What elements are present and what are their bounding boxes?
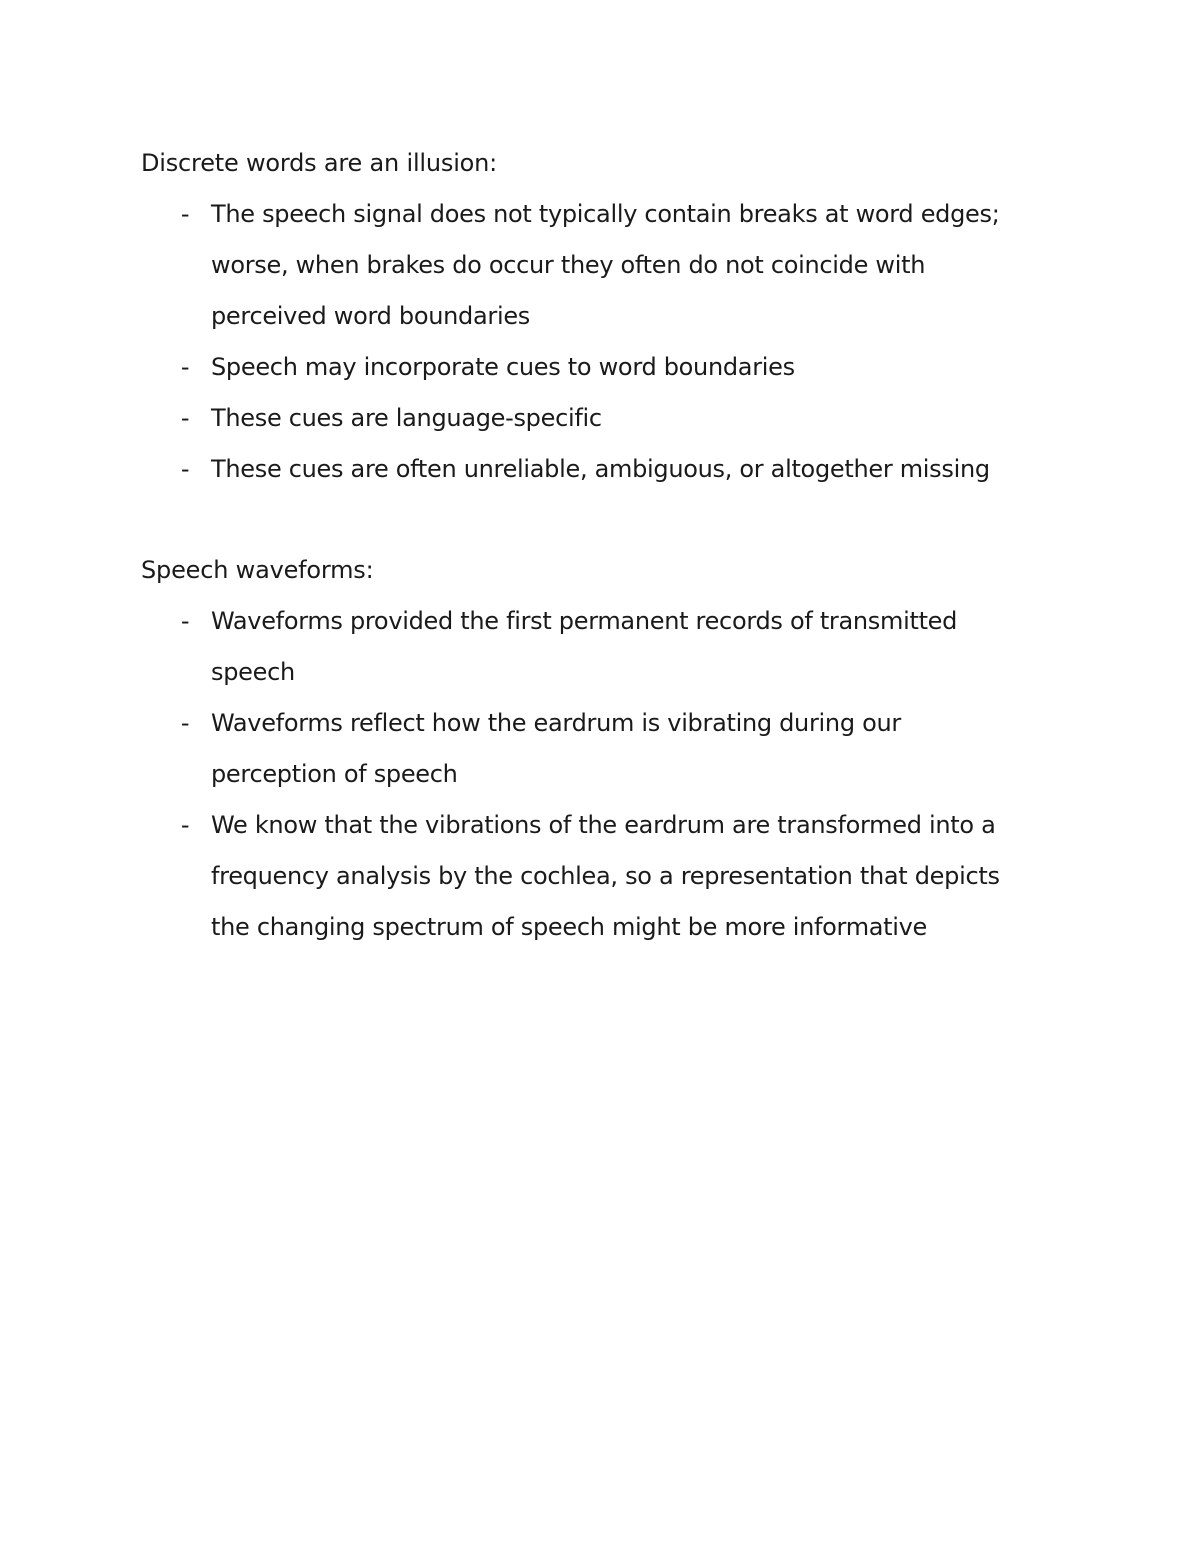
section-speech-waveforms	[141, 545, 1081, 953]
bullet-item	[141, 698, 1081, 800]
bullet-line: perceived word boundaries	[211, 302, 531, 330]
bullet-line: Speech may incorporate cues to word boundaries	[211, 353, 795, 381]
section-heading: Discrete words are an illusion:	[141, 149, 498, 177]
bullet-item	[141, 393, 1081, 444]
bullet-line: worse, when brakes do occur they often do not coincide with	[211, 251, 926, 279]
bullet-item	[141, 342, 1081, 393]
bullet-line: These cues are language-specific	[211, 404, 602, 432]
dash-marker: -	[180, 404, 190, 432]
dash-marker: -	[180, 709, 190, 737]
bullet-item	[141, 596, 1081, 698]
dash-marker: -	[180, 353, 190, 381]
section-discrete-words	[141, 138, 1081, 495]
bullet-list	[141, 596, 1081, 953]
bullet-line: We know that the vibrations of the eardrum are transformed into a	[211, 811, 996, 839]
bullet-line: Waveforms reflect how the eardrum is vibrating during our	[211, 709, 901, 737]
bullet-list	[141, 189, 1081, 495]
dash-marker: -	[180, 811, 190, 839]
bullet-line: These cues are often unreliable, ambiguous, or altogether missing	[211, 455, 990, 483]
bullet-line: the changing spectrum of speech might be more informative	[211, 913, 928, 941]
document-content	[141, 138, 1081, 1003]
bullet-item	[141, 444, 1081, 495]
bullet-line: frequency analysis by the cochlea, so a representation that depicts	[211, 862, 1000, 890]
bullet-line: The speech signal does not typically contain breaks at word edges;	[211, 200, 1000, 228]
dash-marker: -	[180, 607, 190, 635]
bullet-item	[141, 189, 1081, 342]
bullet-item	[141, 800, 1081, 953]
bullet-line: speech	[211, 658, 295, 686]
bullet-line: Waveforms provided the first permanent records of transmitted	[211, 607, 958, 635]
bullet-line: perception of speech	[211, 760, 458, 788]
dash-marker: -	[180, 455, 190, 483]
dash-marker: -	[180, 200, 190, 228]
section-heading: Speech waveforms:	[141, 556, 374, 584]
